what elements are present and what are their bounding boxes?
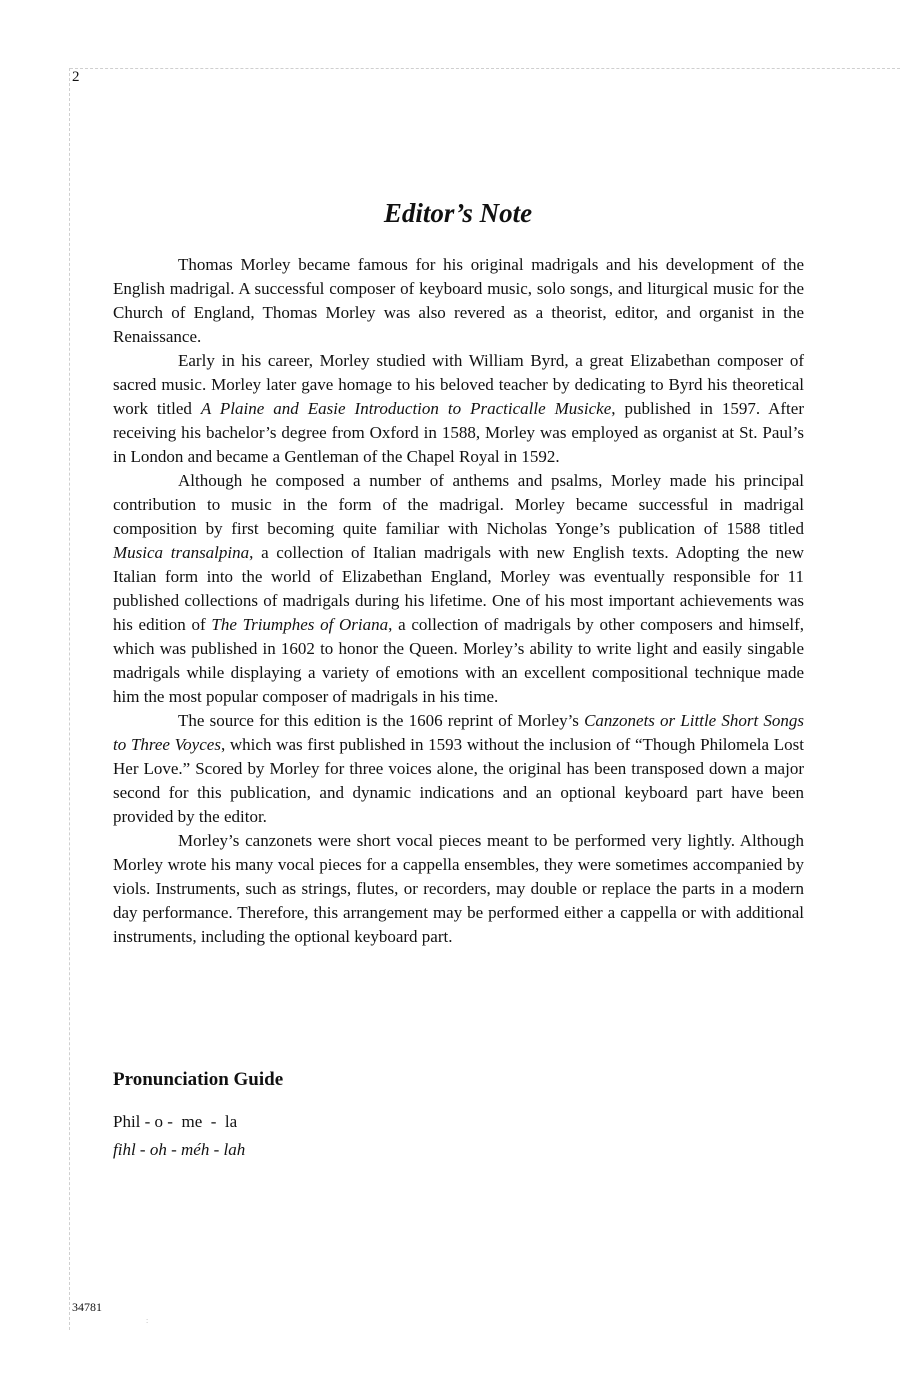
print-mark: : bbox=[146, 1316, 149, 1325]
paragraph-text: , published in 1597. After receiving his bachelor’s degree from Oxford in 1588, Morley was employed as organist at St. Paul’s in London and became a Gentleman of the Chapel Royal in 1592. bbox=[113, 399, 804, 466]
paragraph bbox=[113, 709, 804, 829]
trim-line-left bbox=[69, 68, 70, 1330]
pronunciation-phonetic: fihl - oh - méh - lah bbox=[113, 1140, 246, 1159]
paragraph bbox=[113, 829, 804, 949]
pronunciation-heading: Pronunciation Guide bbox=[113, 1069, 284, 1090]
page-number: 2 bbox=[72, 69, 80, 85]
editors-note-body bbox=[113, 253, 804, 949]
paragraph-text: Morley’s canzonets were short vocal pieces meant to be performed very lightly. Although Morley wrote his many vocal pieces for a cappella ensembles, they were sometimes accompanied by viols. Instruments, such as strings, flutes, or recorders, may double or replace the parts in a modern day performance. Therefore, this arrangement may be performed either a cappella or with additional instruments, including the optional keyboard part. bbox=[113, 831, 804, 946]
paragraph bbox=[113, 253, 804, 349]
catalog-number: 34781 bbox=[72, 1300, 102, 1314]
paragraph-text: , a collection of madrigals by other composers and himself, which was published in 1602 to honor the Queen. Morley’s ability to write light and easily singable madrigals while displaying a variety of emotions with an excellent compositional technique made him the most popular composer of madrigals in his time. bbox=[113, 615, 804, 706]
trim-line-top bbox=[70, 68, 900, 69]
paragraph-text: Thomas Morley became famous for his original madrigals and his development of the English madrigal. A successful composer of keyboard music, solo songs, and liturgical music for the Church of England, Thomas Morley was also revered as a theorist, editor, and organist in the Renaissance. bbox=[113, 255, 804, 346]
paragraph-text: Although he composed a number of anthems and psalms, Morley made his principal contribution to music in the form of the madrigal. Morley became successful in madrigal composition by first becoming quite familiar with Nicholas Yonge’s publication of 1588 titled bbox=[113, 471, 804, 538]
paragraph bbox=[113, 349, 804, 469]
paragraph bbox=[113, 469, 804, 709]
italic-title-text: The Triumphes of Oriana bbox=[211, 615, 389, 634]
paragraph-text: , a collection of Italian madrigals with new English texts. Adopting the new Italian form into the world of Elizabethan England, Morley was eventually responsible for 11 published collections of madrigals during his lifetime. One of his most important achievements was his edition of bbox=[113, 543, 805, 634]
page-title: Editor’s Note bbox=[383, 198, 533, 228]
italic-title-text: A Plaine and Easie Introduction to Practicalle Musicke bbox=[200, 399, 612, 418]
paragraph-text: , which was first published in 1593 without the inclusion of “Though Philomela Lost Her Love.” Scored by Morley for three voices alone, the original has been transposed down a major second for this publication, and dynamic indications and an optional keyboard part have been provided by the editor. bbox=[113, 735, 804, 826]
paragraph-text: Early in his career, Morley studied with William Byrd, a great Elizabethan composer of sacred music. Morley later gave homage to his beloved teacher by dedicating to Byrd his theoretical work titled bbox=[113, 351, 804, 418]
italic-title-text: Musica transalpina bbox=[113, 543, 250, 562]
pronunciation-syllables: Phil - o - me - la bbox=[113, 1112, 238, 1131]
paragraph-text: The source for this edition is the 1606 reprint of Morley’s bbox=[178, 711, 585, 730]
italic-title-text: Canzonets or Little Short Songs to Three Voyces bbox=[113, 711, 804, 754]
